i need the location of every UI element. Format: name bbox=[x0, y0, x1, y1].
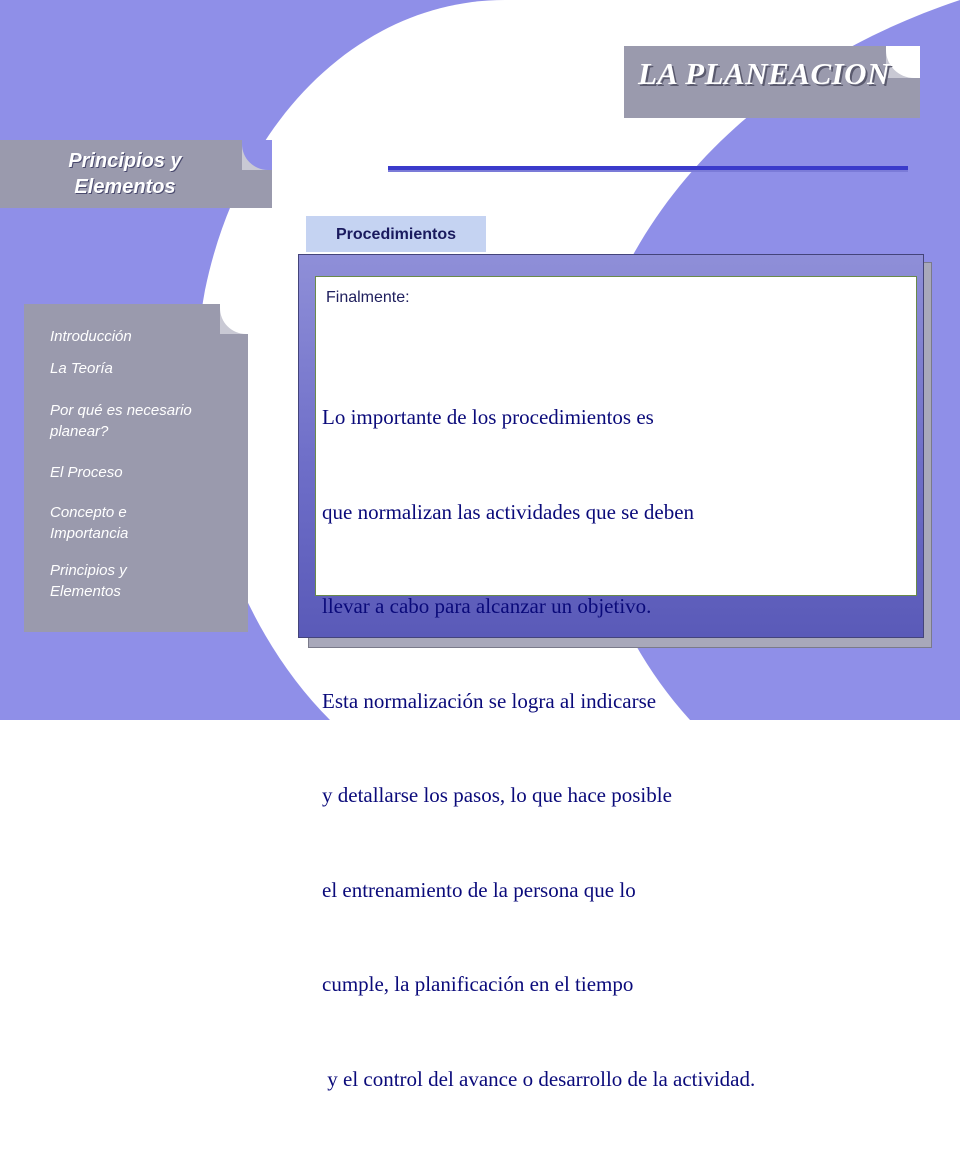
content-line: llevar a cabo para alcanzar un objetivo. bbox=[322, 594, 652, 618]
nav-item-por-que-planear[interactable]: Por qué es necesario planear? bbox=[50, 402, 192, 440]
page-title: LA PLANEACION bbox=[638, 56, 890, 91]
section-title-line2: Elementos bbox=[74, 176, 176, 198]
content-line: Esta normalización se logra al indicarse bbox=[322, 688, 657, 713]
section-title bbox=[0, 148, 250, 200]
content-body bbox=[322, 339, 912, 1158]
tab-procedimientos[interactable]: Procedimientos bbox=[306, 216, 486, 252]
nav-item-introduccion[interactable]: Introducción bbox=[50, 328, 132, 345]
content-line: Lo importante de los procedimientos es bbox=[322, 405, 654, 429]
section-title-line1: Principios y bbox=[68, 150, 182, 172]
title-banner bbox=[624, 46, 920, 118]
content-line: que normalizan las actividades que se deben bbox=[322, 499, 695, 524]
nav-item-el-proceso[interactable]: El Proceso bbox=[50, 464, 123, 481]
content-box bbox=[315, 276, 917, 1091]
nav-item-principios-elementos[interactable]: Principios y Elementos bbox=[50, 562, 127, 600]
content-line: y el control del avance o desarrollo de la actividad. bbox=[322, 1066, 756, 1091]
nav-item-la-teoria[interactable]: La Teoría bbox=[50, 360, 113, 377]
content-lead: Finalmente: bbox=[326, 289, 410, 306]
content-line: y detallarse los pasos, lo que hace posible bbox=[322, 783, 672, 807]
content-line: el entrenamiento de la persona que lo bbox=[322, 877, 636, 902]
content-line: cumple, la planificación en el tiempo bbox=[322, 972, 634, 996]
nav-item-concepto-importancia[interactable]: Concepto e Importancia bbox=[50, 504, 129, 542]
nav-panel bbox=[24, 304, 248, 632]
title-underline bbox=[388, 166, 908, 172]
section-banner bbox=[0, 140, 272, 208]
